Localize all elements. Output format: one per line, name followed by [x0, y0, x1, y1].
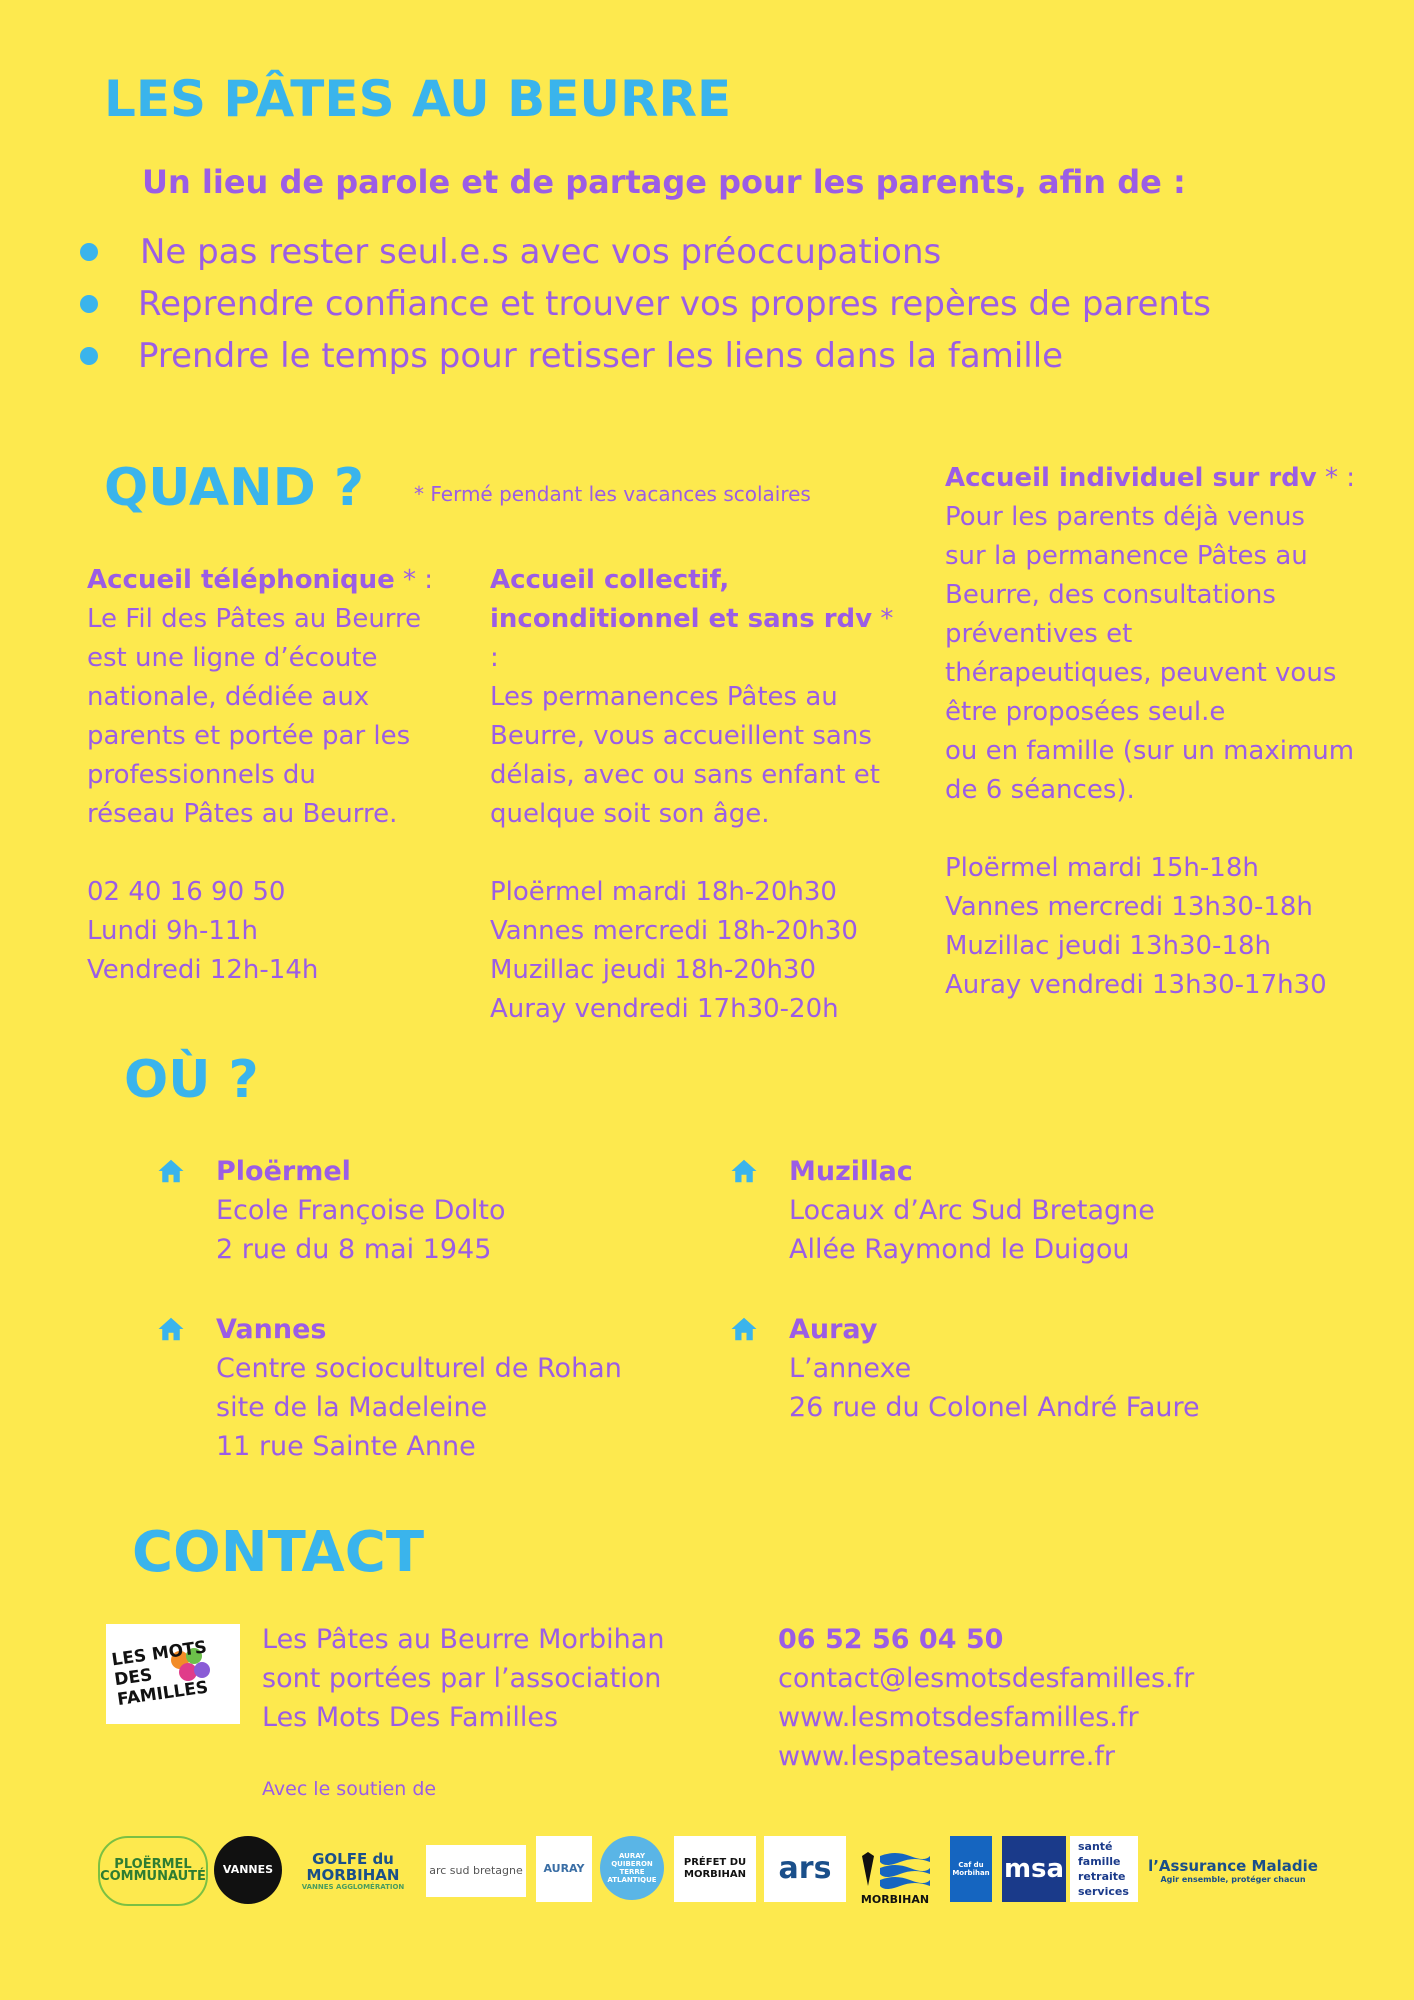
ploermel-logo: PLOËRMEL COMMUNAUTÉ	[98, 1836, 208, 1906]
contact-email-link[interactable]: contact@lesmotsdesfamilles.fr	[778, 1663, 1195, 1694]
support-label: Avec le soutien de	[262, 1778, 437, 1800]
contact-phone[interactable]: 06 52 56 04 50	[778, 1624, 1004, 1655]
list-item: Reprendre confiance et trouver vos propres repères de parents	[76, 278, 1211, 330]
collectif-column: Accueil collectif, inconditionnel et sans rdv * : Les permanences Pâtes au Beurre, vous accueillent sans délais, avec ou sans enfant et quelque soit son âge. Ploërmel mardi 18h-20h30 Vannes mercredi 18h-20h30 Muzillac jeudi 18h-20h30 Auray vendredi 17h30-20h	[490, 565, 894, 1024]
website-link-mots[interactable]: www.lesmotsdesfamilles.fr	[778, 1702, 1139, 1733]
contact-details	[778, 1620, 1194, 1776]
telephone-title: Accueil téléphonique	[87, 565, 395, 595]
subtitle: Un lieu de parole et de partage pour les parents, afin de :	[142, 163, 1186, 201]
waves-icon	[860, 1850, 930, 1894]
quand-heading: QUAND ?	[104, 458, 365, 518]
arc-sud-bretagne-logo: arc sud bretagne	[426, 1845, 526, 1897]
website-link-pates[interactable]: www.lespatesaubeurre.fr	[778, 1741, 1115, 1772]
location-vannes: Vannes Centre socioculturel de Rohan site de la Madeleine 11 rue Sainte Anne	[216, 1310, 622, 1466]
auray-quiberon-logo: AURAY QUIBERON TERRE ATLANTIQUE	[600, 1836, 664, 1900]
collectif-title: Accueil collectif,	[490, 565, 730, 595]
contact-heading: CONTACT	[132, 1520, 425, 1585]
individuel-title: Accueil individuel sur rdv	[945, 463, 1317, 493]
list-item: Ne pas rester seul.e.s avec vos préoccupations	[76, 226, 1211, 278]
location-auray: Auray L’annexe 26 rue du Colonel André Faure	[789, 1310, 1200, 1427]
location-ploermel: Ploërmel Ecole Françoise Dolto 2 rue du 8 mai 1945	[216, 1152, 506, 1269]
telephone-number[interactable]: 02 40 16 90 50	[87, 877, 286, 907]
page-title: LES PÂTES AU BEURRE	[104, 70, 732, 128]
organization-text: Les Pâtes au Beurre Morbihan sont portées par l’association Les Mots Des Familles	[262, 1624, 665, 1733]
telephone-column: Accueil téléphonique * : Le Fil des Pâtes au Beurre est une ligne d’écoute nationale, dédiée aux parents et portée par les professionnels du réseau Pâtes au Beurre. 02 40 16 90 50 Lundi 9h-11h Vendredi 12h-14h	[87, 561, 447, 990]
ou-heading: OÙ ?	[124, 1050, 259, 1110]
mots-des-familles-logo: LES MOTS DES FAMILLES	[106, 1624, 240, 1724]
house-icon	[729, 1156, 759, 1186]
location-muzillac: Muzillac Locaux d’Arc Sud Bretagne Allée Raymond le Duigou	[789, 1152, 1155, 1269]
list-item: Prendre le temps pour retisser les liens dans la famille	[76, 330, 1211, 382]
individuel-column: Accueil individuel sur rdv * : Pour les parents déjà venus sur la permanence Pâtes au Beurre, des consultations préventives et thérapeutiques, peuvent vous être proposées seul.e ou en famille (sur un maximum de 6 séances). Ploërmel mardi 15h-18h Vannes mercredi 13h30-18h Muzillac jeudi 13h30-18h Auray vendredi 13h30-17h30	[945, 463, 1356, 1000]
partner-logos	[98, 1836, 1328, 1908]
auray-logo: AURAY	[536, 1836, 592, 1902]
ars-logo: ars	[764, 1836, 846, 1902]
bullet-dot-icon	[80, 295, 98, 313]
msa-services-text: santé famille retraite services	[1070, 1836, 1138, 1902]
purpose-list	[76, 226, 1211, 382]
bullet-dot-icon	[80, 243, 98, 261]
assurance-maladie-logo: l’Assurance Maladie Agir ensemble, protéger chacun	[1148, 1856, 1318, 1884]
vannes-logo: VANNES	[214, 1836, 282, 1904]
bullet-dot-icon	[80, 347, 98, 365]
caf-logo: Caf du Morbihan	[950, 1836, 992, 1902]
house-icon	[729, 1314, 759, 1344]
golfe-morbihan-logo: GOLFE du MORBIHAN VANNES AGGLOMÉRATION	[301, 1849, 405, 1891]
msa-logo: msa	[1002, 1836, 1066, 1902]
morbihan-logo: MORBIHAN	[854, 1836, 936, 1906]
house-icon	[156, 1314, 186, 1344]
closed-note: * Fermé pendant les vacances scolaires	[414, 482, 811, 506]
prefet-morbihan-logo: PRÉFET DU MORBIHAN	[674, 1836, 756, 1902]
house-icon	[156, 1156, 186, 1186]
